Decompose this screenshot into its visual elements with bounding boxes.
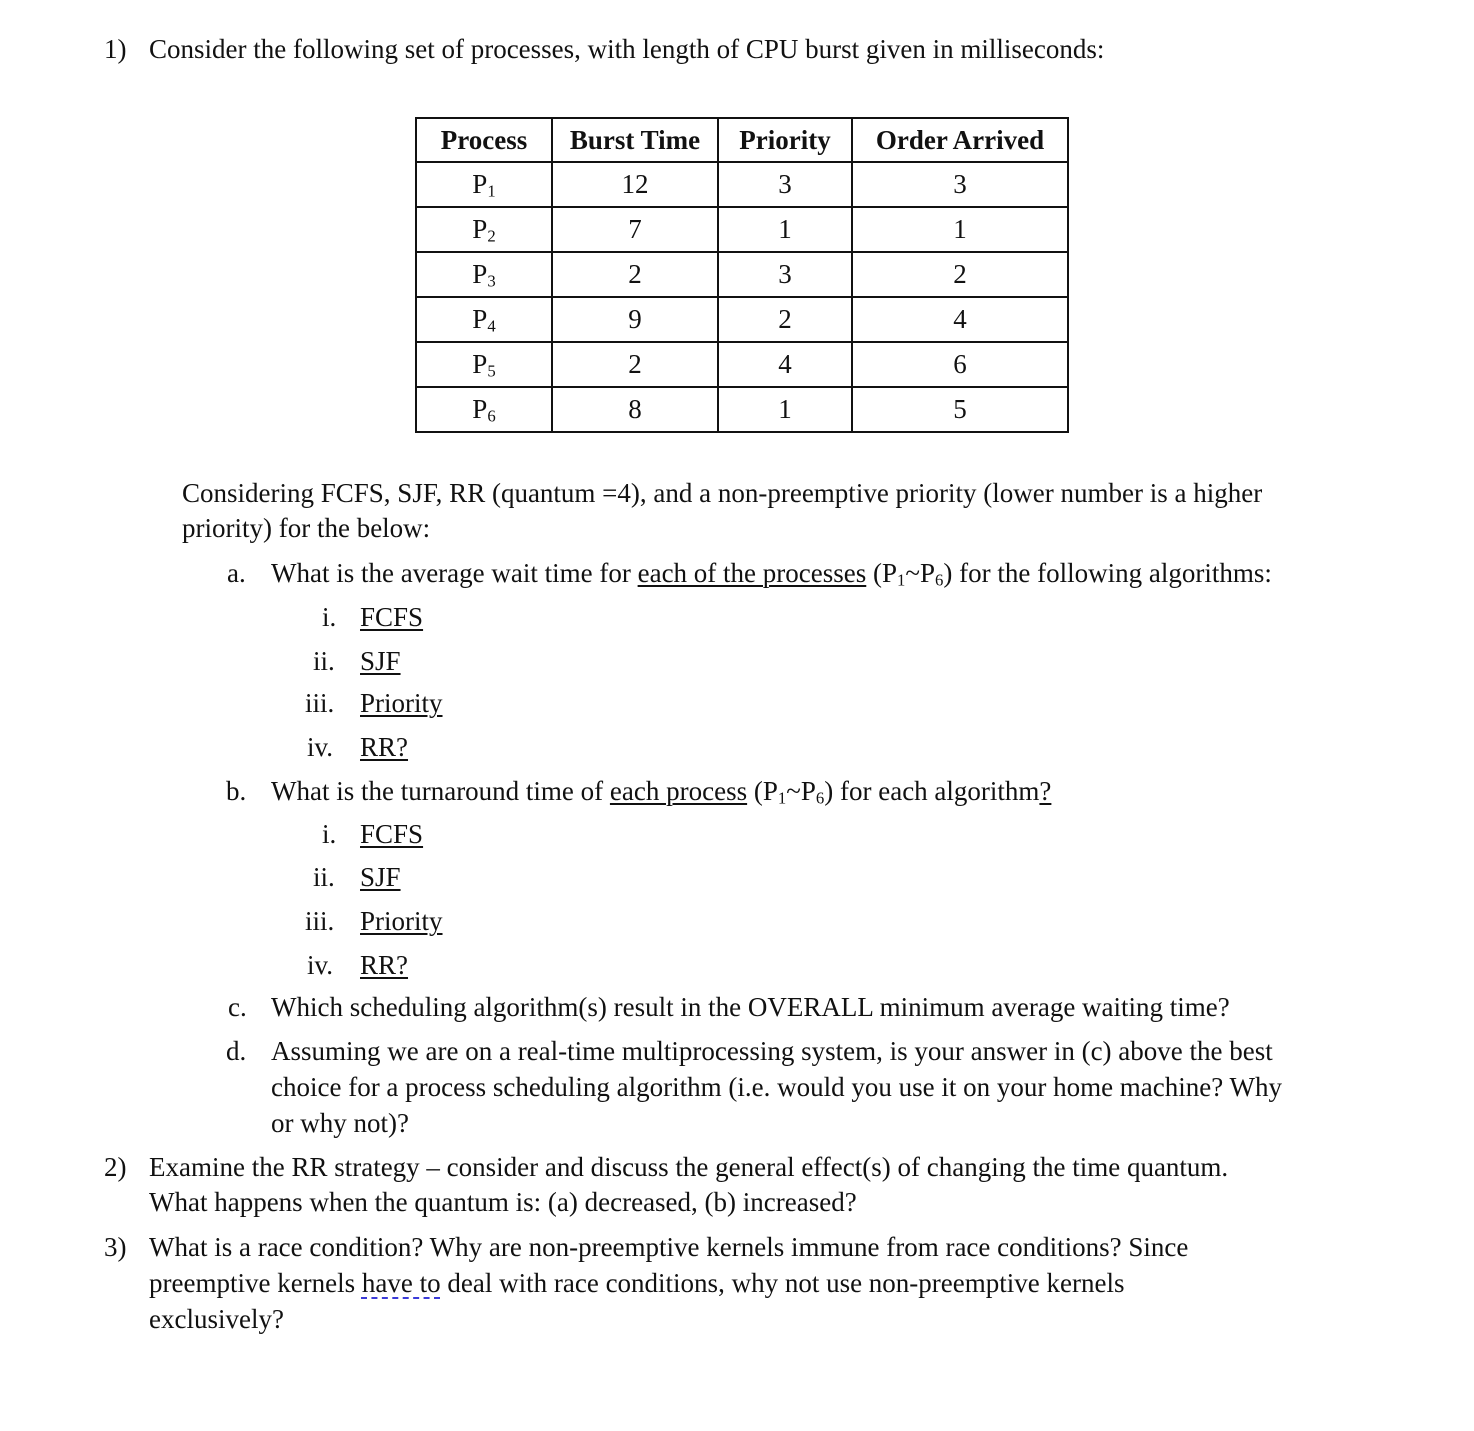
process-cell: $P_4$	[416, 297, 552, 342]
q2-line-2: What happens when the quantum is: (a) decreased, (b) increased?	[149, 1187, 857, 1217]
table-row	[416, 297, 1068, 342]
table-row	[416, 387, 1068, 432]
process-cell: $P_3$	[416, 252, 552, 297]
b-iv-rr: RR?	[360, 950, 409, 980]
b-ii-num: ii.	[313, 862, 335, 892]
item-d-line-2: choice for a process scheduling algorithm (i.e. would you use it on your home machine? Why	[271, 1072, 1282, 1102]
priority-cell: 3	[718, 252, 852, 297]
item-d-label: d.	[226, 1036, 247, 1066]
order-cell: 4	[852, 297, 1068, 342]
header-process: Process	[416, 118, 552, 162]
priority-cell: 4	[718, 342, 852, 387]
table-row	[416, 252, 1068, 297]
header-order-arrived: Order Arrived	[852, 118, 1068, 162]
b-iii-num: iii.	[305, 906, 335, 936]
a-iv-rr: RR?	[360, 732, 409, 762]
priority-cell: 3	[718, 162, 852, 207]
item-b-text: What is the turnaround time of each process $(P_1\sim P_6)$ for each algorithm?	[271, 776, 1052, 808]
process-cell: $P_2$	[416, 207, 552, 252]
priority-cell: 1	[718, 207, 852, 252]
item-c-label: c.	[228, 992, 247, 1022]
b-i-fcfs: FCFS	[360, 819, 424, 849]
intro-line-2: priority) for the below:	[182, 513, 431, 543]
q2-number: 2)	[104, 1152, 127, 1182]
intro-line-1: Considering FCFS, SJF, RR (quantum =4), and a non-preemptive priority (lower number is a higher	[182, 478, 1263, 508]
burst-cell: 9	[552, 297, 718, 342]
burst-cell: 12	[552, 162, 718, 207]
order-cell: 1	[852, 207, 1068, 252]
process-table	[415, 117, 1069, 433]
q1-text: Consider the following set of processes, with length of CPU burst given in milliseconds:	[149, 34, 1105, 64]
item-c-text: Which scheduling algorithm(s) result in the OVERALL minimum average waiting time?	[271, 992, 1230, 1022]
b-iv-num: iv.	[307, 950, 333, 980]
a-iii-num: iii.	[305, 688, 335, 718]
table-header-row	[416, 118, 1068, 162]
table-row	[416, 207, 1068, 252]
grammar-flag-have-to[interactable]: have to	[361, 1268, 441, 1298]
priority-cell: 1	[718, 387, 852, 432]
process-cell: $P_5$	[416, 342, 552, 387]
item-a-label: a.	[227, 558, 246, 588]
order-cell: 2	[852, 252, 1068, 297]
process-cell: $P_6$	[416, 387, 552, 432]
q2-line-1: Examine the RR strategy – consider and discuss the general effect(s) of changing the time quantum.	[149, 1152, 1229, 1182]
q3-line-3: exclusively?	[149, 1304, 284, 1334]
a-ii-sjf: SJF	[360, 646, 401, 676]
a-i-num: i.	[322, 602, 337, 632]
process-cell: $P_1$	[416, 162, 552, 207]
q3-line-1: What is a race condition? Why are non-preemptive kernels immune from race conditions? Since	[149, 1232, 1189, 1262]
q3-number: 3)	[104, 1232, 127, 1262]
header-burst-time: Burst Time	[552, 118, 718, 162]
item-d-line-3: or why not)?	[271, 1108, 409, 1138]
q1-number: 1)	[104, 34, 127, 64]
a-ii-num: ii.	[313, 646, 335, 676]
b-iii-priority: Priority	[360, 906, 443, 936]
item-a-text: What is the average wait time for each of the processes $(P_1\sim P_6)$ for the following algorithms:	[271, 558, 1272, 590]
a-iii-priority: Priority	[360, 688, 443, 718]
b-i-num: i.	[322, 819, 337, 849]
order-cell: 5	[852, 387, 1068, 432]
priority-cell: 2	[718, 297, 852, 342]
b-ii-sjf: SJF	[360, 862, 401, 892]
order-cell: 6	[852, 342, 1068, 387]
burst-cell: 2	[552, 252, 718, 297]
item-b-label: b.	[226, 776, 247, 806]
burst-cell: 7	[552, 207, 718, 252]
item-d-line-1: Assuming we are on a real-time multiprocessing system, is your answer in (c) above the best	[271, 1036, 1273, 1066]
a-iv-num: iv.	[307, 732, 333, 762]
header-priority: Priority	[718, 118, 852, 162]
q3-line-2: preemptive kernels have to deal with race conditions, why not use non-preemptive kernels	[149, 1268, 1125, 1298]
burst-cell: 8	[552, 387, 718, 432]
burst-cell: 2	[552, 342, 718, 387]
table-row	[416, 342, 1068, 387]
a-i-fcfs: FCFS	[360, 602, 424, 632]
table-row	[416, 162, 1068, 207]
order-cell: 3	[852, 162, 1068, 207]
